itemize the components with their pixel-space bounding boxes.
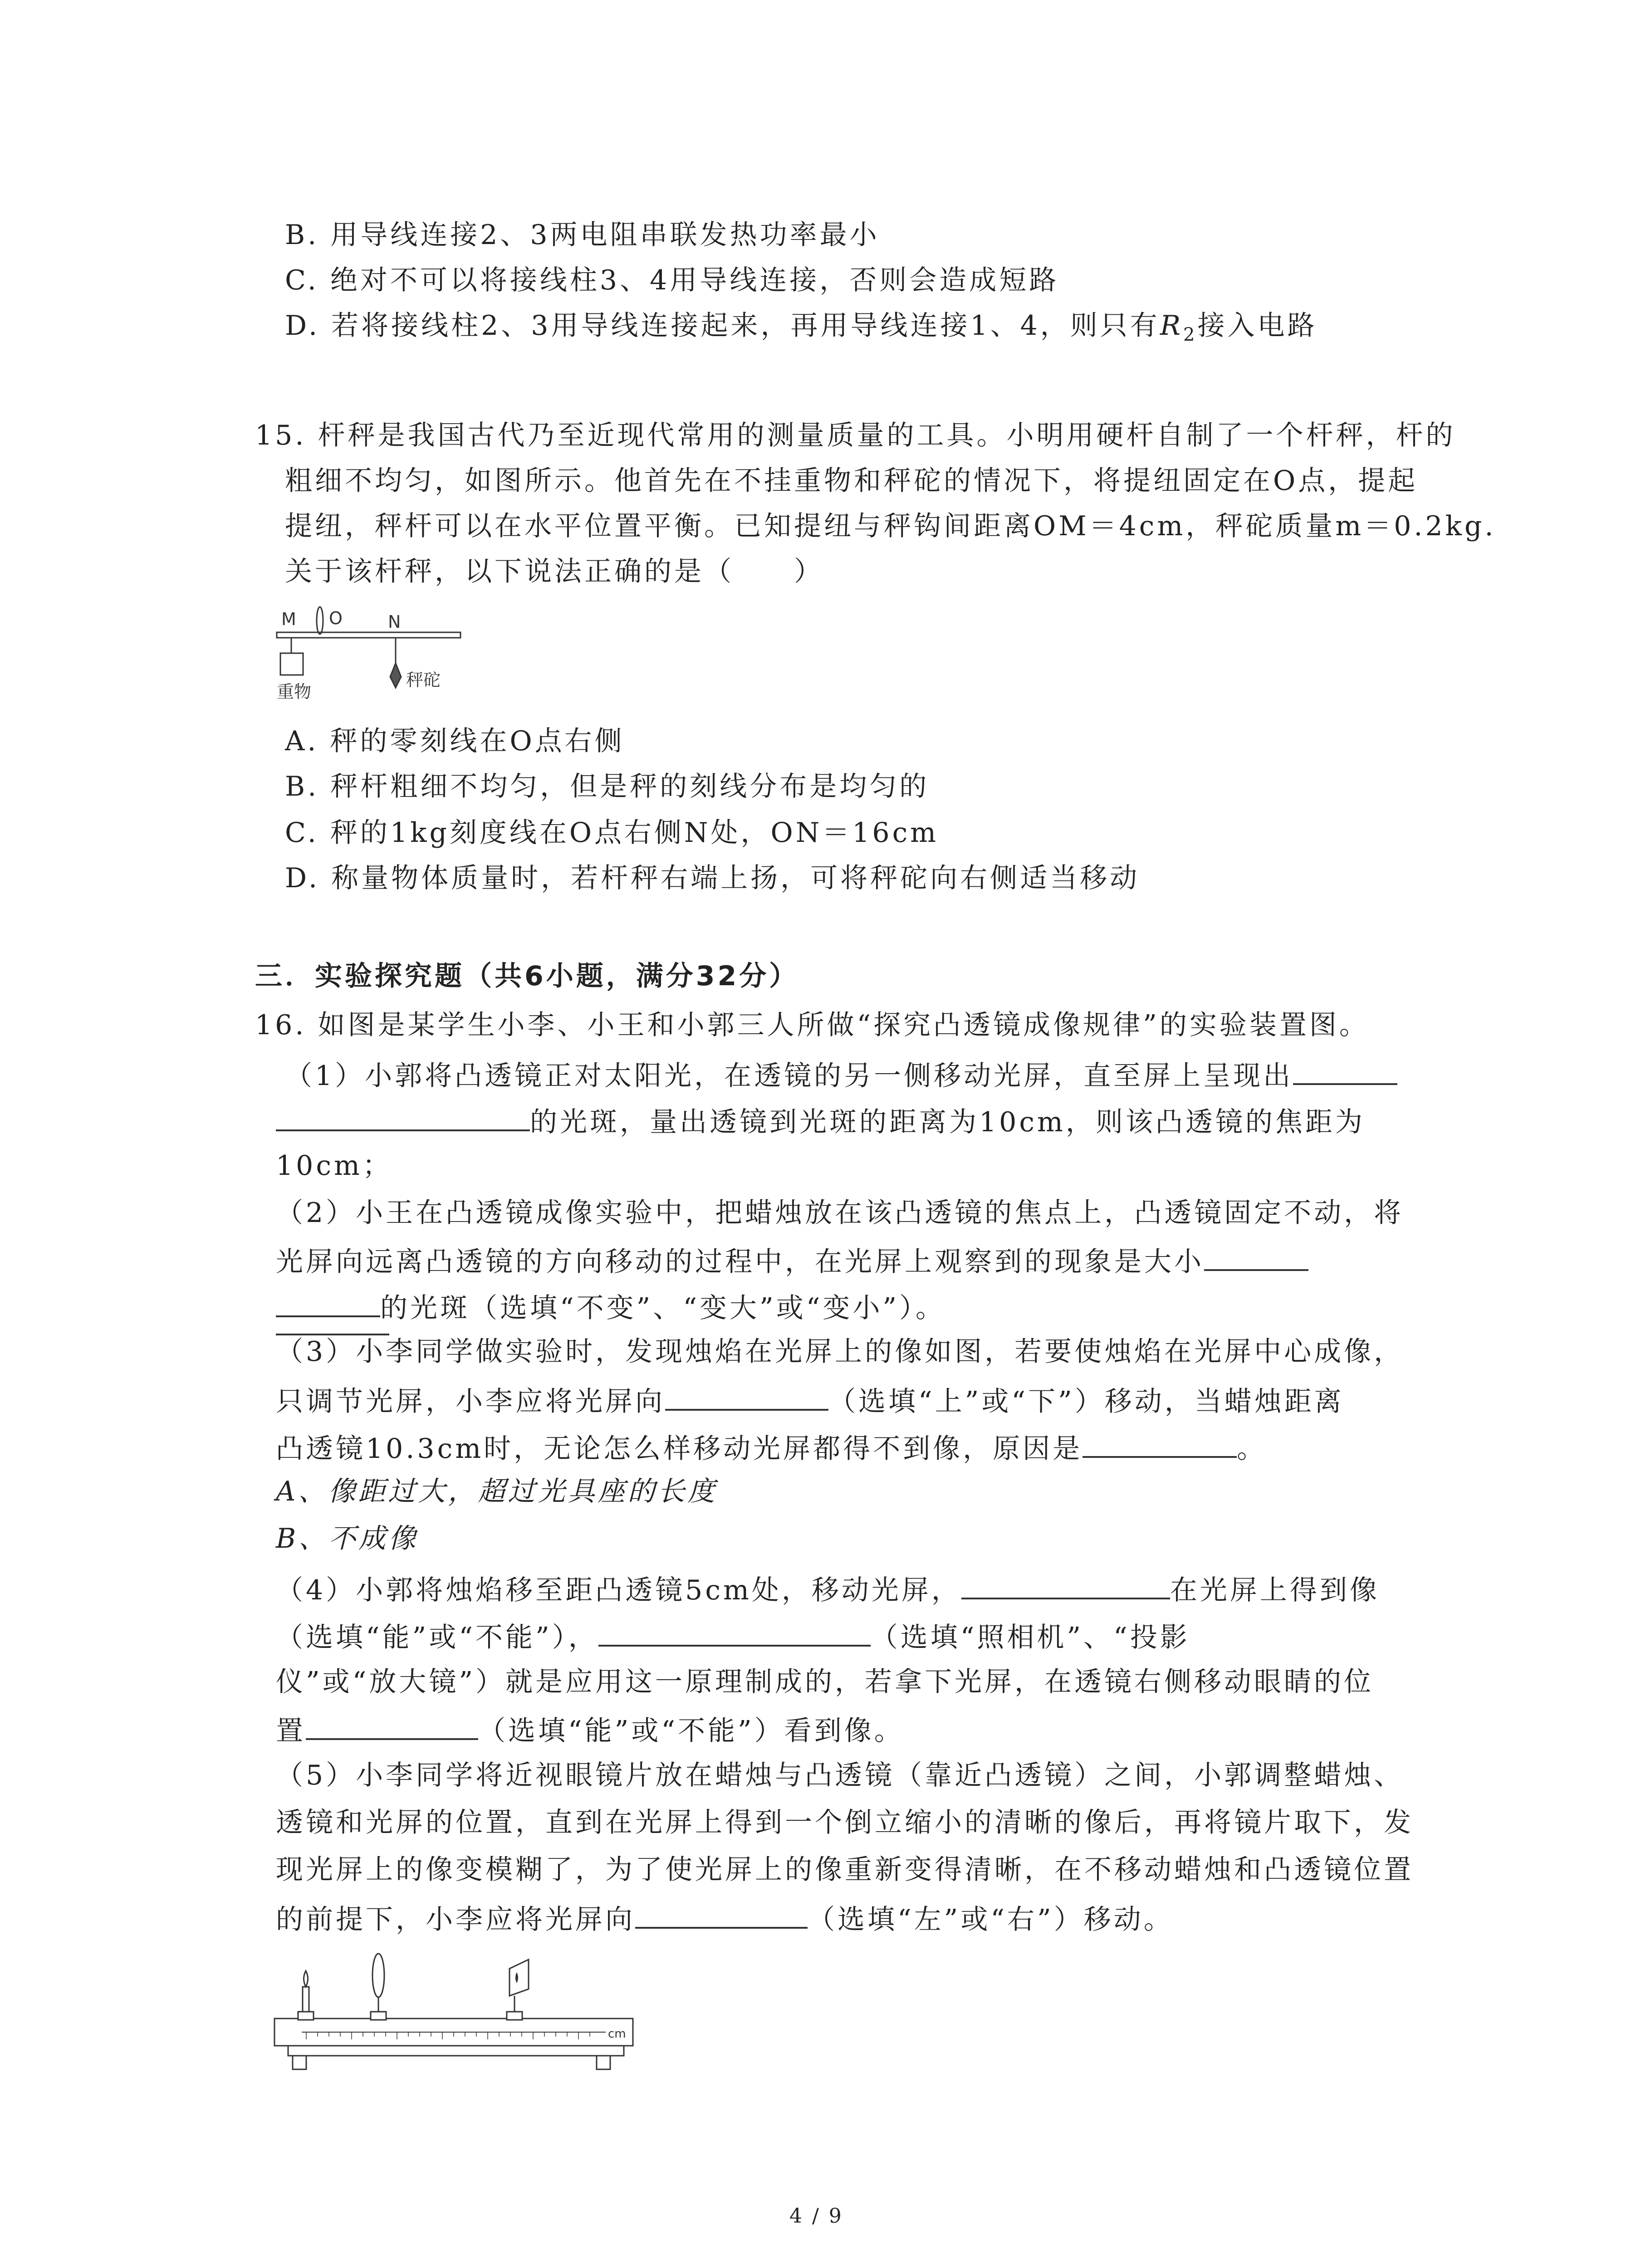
q14-option-d-tail: 接入电路 [1197,310,1318,342]
q16-part4-text-2: 在光屏上得到像 [1170,1574,1380,1606]
q16-part3-line-2 [276,1381,1344,1420]
q16-part4-text-5: 置 [276,1715,306,1747]
candle-flame [304,1971,308,1987]
candle [303,1987,309,2012]
answer-blank-3c[interactable] [1083,1428,1237,1458]
q14-option-c: C. 绝对不可以将接线柱3、4用导线连接，否则会造成短路 [285,264,1059,296]
answer-blank-2a[interactable] [1204,1241,1308,1271]
q16-part1-text: （1）小郭将凸透镜正对太阳光，在透镜的另一侧移动光屏，直至屏上呈现出 [285,1060,1293,1092]
q16-part2-text-2: 的光斑（选填“不变”、“变大”或“变小”）。 [380,1292,946,1324]
q16-part1-line-3: 10cm； [276,1150,392,1182]
convex-lens [372,1954,384,1997]
steelyard-rod [277,632,460,638]
steelyard-figure [277,608,467,721]
q16-part4-text: （4）小郭将烛焰移至距凸透镜5cm处，移动光屏， [276,1574,961,1606]
optical-bench-figure [274,1950,637,2087]
answer-blank-3b[interactable] [665,1381,828,1411]
q16-part2-line-2 [276,1241,1308,1280]
answer-blank-1a[interactable] [1293,1055,1397,1085]
label-m: M [281,609,296,629]
q16-part5-line-3: 现光屏上的像变模糊了，为了使光屏上的像重新变得清晰，在不移动蜡烛和凸透镜位置 [276,1854,1414,1886]
resistor-symbol: R [1160,310,1183,342]
q16-part5-line-2: 透镜和光屏的位置，直到在光屏上得到一个倒立缩小的清晰的像后，再将镜片取下，发 [276,1807,1414,1838]
answer-blank-1b[interactable] [276,1101,530,1131]
section-heading: 三．实验探究题（共6小题，满分32分） [255,960,799,992]
q16-part1-line-2 [276,1101,1365,1140]
weight-box [280,653,303,675]
ruler-unit: cm [608,2027,626,2041]
q16-part3-text-5: 。 [1237,1433,1267,1465]
q14-option-d-text: D. 若将接线柱2、3用导线连接起来，再用导线连接1、4，则只有 [285,310,1160,342]
bench-leg-left [293,2056,306,2069]
q16-part4-line-1 [276,1569,1380,1608]
q16-part4-text-4: （选填“照相机”、“投影 [870,1622,1190,1653]
q15-option-a: A. 秤的零刻线在O点右侧 [285,725,625,757]
label-n: N [388,612,401,632]
q16-part3-line-3 [276,1428,1267,1467]
q14-option-d [285,308,1317,353]
resistor-subscript: 2 [1183,324,1198,345]
answer-blank-4b[interactable] [598,1617,871,1647]
q16-part3-text-2: 只调节光屏，小李应将光屏向 [276,1386,665,1418]
q15-stem-line-1: 15. 杆秤是我国古代乃至近现代常用的测量质量的工具。小明用硬杆自制了一个杆秤，杆的 [255,420,1456,451]
label-weight: 重物 [277,682,312,702]
label-counterweight: 秤砣 [406,670,441,690]
q16-part3-text-3: （选填“上”或“下”）移动，当蜡烛距离 [828,1386,1344,1418]
q16-part3-text: （3）小李同学做实验时，发现烛焰在光屏上的像如图，若要使烛焰在光屏中心成像， [276,1336,1404,1368]
q16-part2-text: 光屏向远离凸透镜的方向移动的过程中，在光屏上观察到的现象是大小 [276,1246,1204,1278]
lifting-cord [317,607,323,634]
q16-part5-text: 的前提下，小李应将光屏向 [276,1904,635,1936]
q16-part2-line-3 [276,1287,945,1326]
q16-part4-text-6: （选填“能”或“不能”）看到像。 [478,1715,904,1747]
q16-part1-text-2: 的光斑，量出透镜到光斑的距离为10cm，则该凸透镜的焦距为 [530,1106,1365,1138]
q16-part3-option-a: A、像距过大，超过光具座的长度 [276,1476,718,1507]
q16-part2-line-1: （2）小王在凸透镜成像实验中，把蜡烛放在该凸透镜的焦点上，凸透镜固定不动，将 [276,1197,1404,1229]
answer-blank-4c[interactable] [306,1710,478,1740]
q16-part4-line-4 [276,1710,904,1749]
q15-option-b: B. 秤杆粗细不均匀，但是秤的刻线分布是均匀的 [285,771,930,802]
q15-option-c: C. 秤的1kg刻度线在O点右侧N处，ON＝16cm [285,817,939,849]
q16-part5-line-1: （5）小李同学将近视眼镜片放在蜡烛与凸透镜（靠近凸透镜）之间，小郭调整蜡烛、 [276,1760,1404,1791]
page-number: 4 / 9 [789,2204,843,2228]
q15-stem-line-4: 关于该杆秤，以下说法正确的是（ ） [285,556,824,587]
q14-option-b: B. 用导线连接2、3两电阻串联发热功率最小 [285,219,880,251]
counterweight [390,663,401,688]
q16-part1-line-1 [285,1055,1397,1094]
q16-part3-option-b: B、不成像 [276,1523,419,1554]
q15-option-d: D. 称量物体质量时，若杆秤右端上扬，可将秤砣向右侧适当移动 [285,862,1140,894]
q16-part5-line-4 [276,1899,1174,1938]
q15-stem-line-2: 粗细不均匀，如图所示。他首先在不挂重物和秤砣的情况下，将提纽固定在O点，提起 [285,465,1418,497]
q16-part3-line-1 [276,1334,1404,1370]
label-o: O [329,608,343,628]
bench-leg-right [597,2056,610,2069]
answer-blank-5[interactable] [635,1899,808,1929]
light-screen [509,1960,529,1996]
bench-base [288,2046,624,2056]
q16-part4-line-3: 仪”或“放大镜”）就是应用这一原理制成的，若拿下光屏，在透镜右侧移动眼睛的位 [276,1666,1374,1698]
q16-stem: 16. 如图是某学生小李、小王和小郭三人所做“探究凸透镜成像规律”的实验装置图。 [255,1009,1369,1041]
answer-blank-4a[interactable] [961,1569,1170,1599]
q16-part3-text-4: 凸透镜10.3cm时，无论怎么样移动光屏都得不到像，原因是 [276,1433,1083,1465]
answer-blank-2b[interactable] [276,1287,380,1317]
q16-part4-line-2 [276,1617,1190,1656]
q16-part4-text-3: （选填“能”或“不能”）， [276,1622,598,1653]
q15-stem-line-3: 提纽，秤杆可以在水平位置平衡。已知提纽与秤钩间距离OM＝4cm，秤砣质量m＝0.2kg. [285,510,1496,542]
q16-part5-text-2: （选填“左”或“右”）移动。 [808,1904,1174,1936]
